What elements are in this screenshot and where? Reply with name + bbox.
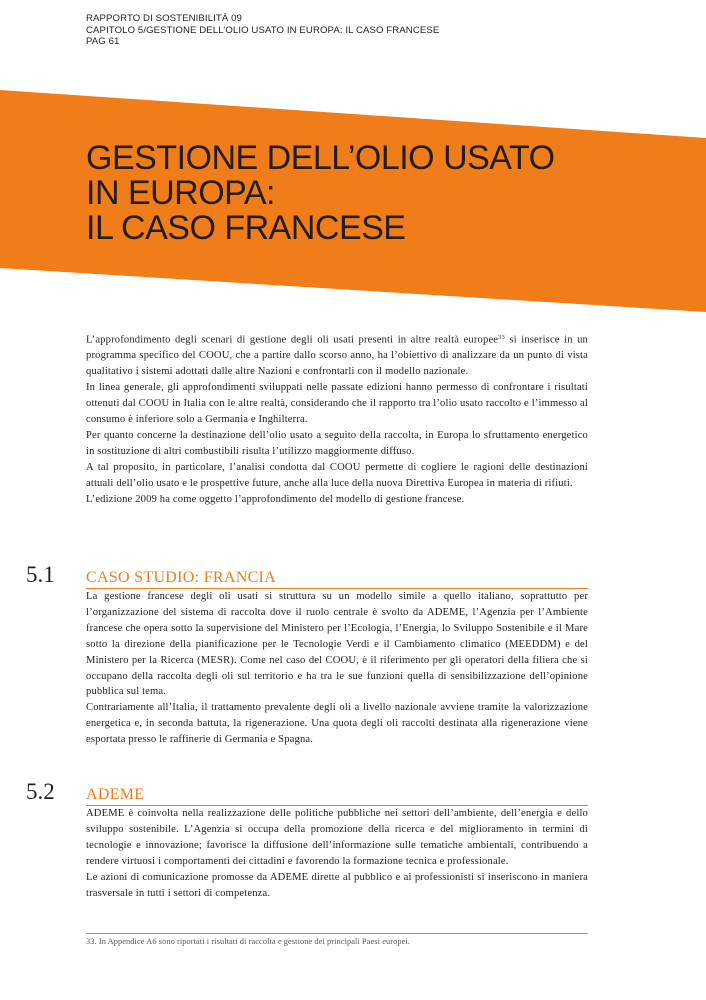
intro-paragraph: In linea generale, gli approfondimenti sviluppati nelle passate edizioni hanno permesso di confrontare i risultati ottenuti dal COOU in Italia con le altre realtà, considerando che il rapporto tra l’olio usato raccolto e l’immesso al consumo è inferiore solo a Germania e Inghilterra.: [86, 382, 588, 426]
footnote: 33. In Appendice A6 sono riportati i risultati di raccolta e gestione dei principali Paesi europei.: [86, 937, 410, 946]
header-report-title: RAPPORTO DI SOSTENIBILITÀ 09: [86, 13, 242, 24]
section-paragraph: Le azioni di comunicazione promosse da ADEME dirette al pubblico e ai professionisti si inseriscono in maniera trasversale in tutti i settori di competenza.: [86, 871, 588, 899]
chapter-title-line: IL CASO FRANCESE: [86, 209, 406, 247]
footnote-divider: [86, 933, 588, 934]
section-paragraph: La gestione francese degli oli usati si struttura su un modello simile a quello italiano, soprattutto per l’organizzazione del sistema di raccolta dove il ruolo centrale è svolto da ADEME, l’Agenzia per l’Ambiente francese che opera sotto la supervisione del Ministero per l’Ecologia, l’Energia, lo Sviluppo Sostenibile e il Mare sotto la direzione della pianificazione per le Tecnologie Verdi e il Cambiamento climatico (MEEDDM) e del Ministero per la Ricerca (MESR). Come nel caso del COOU, è il riferimento per gli operatori della filiera che si occupano della raccolta degli oli sul territorio e ha tra le sue funzioni quella di sensibilizzazione dell’opinione pubblica sul tema.: [86, 591, 588, 698]
section-number: 5.2: [26, 779, 55, 804]
header-chapter: CAPITOLO 5/GESTIONE DELL’OLIO USATO IN EUROPA: IL CASO FRANCESE: [86, 24, 440, 36]
footnote-marker: 33: [498, 334, 505, 341]
intro-text: [86, 330, 588, 507]
section-body: [86, 806, 588, 901]
intro-paragraph: A tal proposito, in particolare, l’analisi condotta dal COOU permette di cogliere le ragioni delle destinazioni attuali dell’olio usato e le prospettive future, anche alla luce della nuova Direttiva Europea in materia di rifiuti.: [86, 461, 588, 489]
chapter-title-line: IN EUROPA:: [86, 174, 275, 212]
intro-paragraph: L’edizione 2009 ha come oggetto l’approfondimento del modello di gestione francese.: [86, 493, 465, 505]
chapter-title-line: GESTIONE DELL’OLIO USATO: [86, 139, 555, 177]
intro-paragraph: Per quanto concerne la destinazione dell’olio usato a seguito della raccolta, in Europa lo sfruttamento energetico in sostituzione di altri combustibili risulta l’utilizzo maggiormente diffuso.: [86, 429, 588, 457]
header-page-number: PAG 61: [86, 36, 120, 48]
chapter-title: [86, 141, 646, 246]
section-paragraph: ADEME è coinvolta nella realizzazione delle politiche pubbliche nei settori dell’ambiente, dell’energia e dello sviluppo sostenibile. L’Agenzia si occupa della promozione della ricerca e del miglioramento in termini di tecnologie e innovazione; favorisce la diffusione dell’informazione sulle tematiche ambientali, contribuendo a rendere virtuosi i comportamenti dei cittadini e favorendo la formazione tecnica e professionale.: [86, 808, 588, 867]
intro-paragraph: L’approfondimento degli scenari di gestione degli oli usati presenti in altre realtà europee$^{33}$ si inserisce in un programma specifico del COOU, che a partire dallo scorso anno, ha l’obiettivo di analizzare da un punto di vista qualitativo i sistemi adottati dalle altre Nazioni e confrontarli con il modello nazionale.: [86, 334, 588, 378]
section-paragraph: Contrariamente all’Italia, il trattamento prevalente degli oli a livello nazionale avviene tramite la valorizzazione energetica e, in seconda battuta, la rigenerazione. Una quota degli oli raccolti destinata alla rigenerazione viene esportata presso le raffinerie di Germania e Spagna.: [86, 702, 588, 746]
section-title: CASO STUDIO: FRANCIA: [86, 569, 588, 589]
section-body: [86, 589, 588, 748]
section-title: ADEME: [86, 786, 588, 806]
section-number: 5.1: [26, 562, 55, 587]
